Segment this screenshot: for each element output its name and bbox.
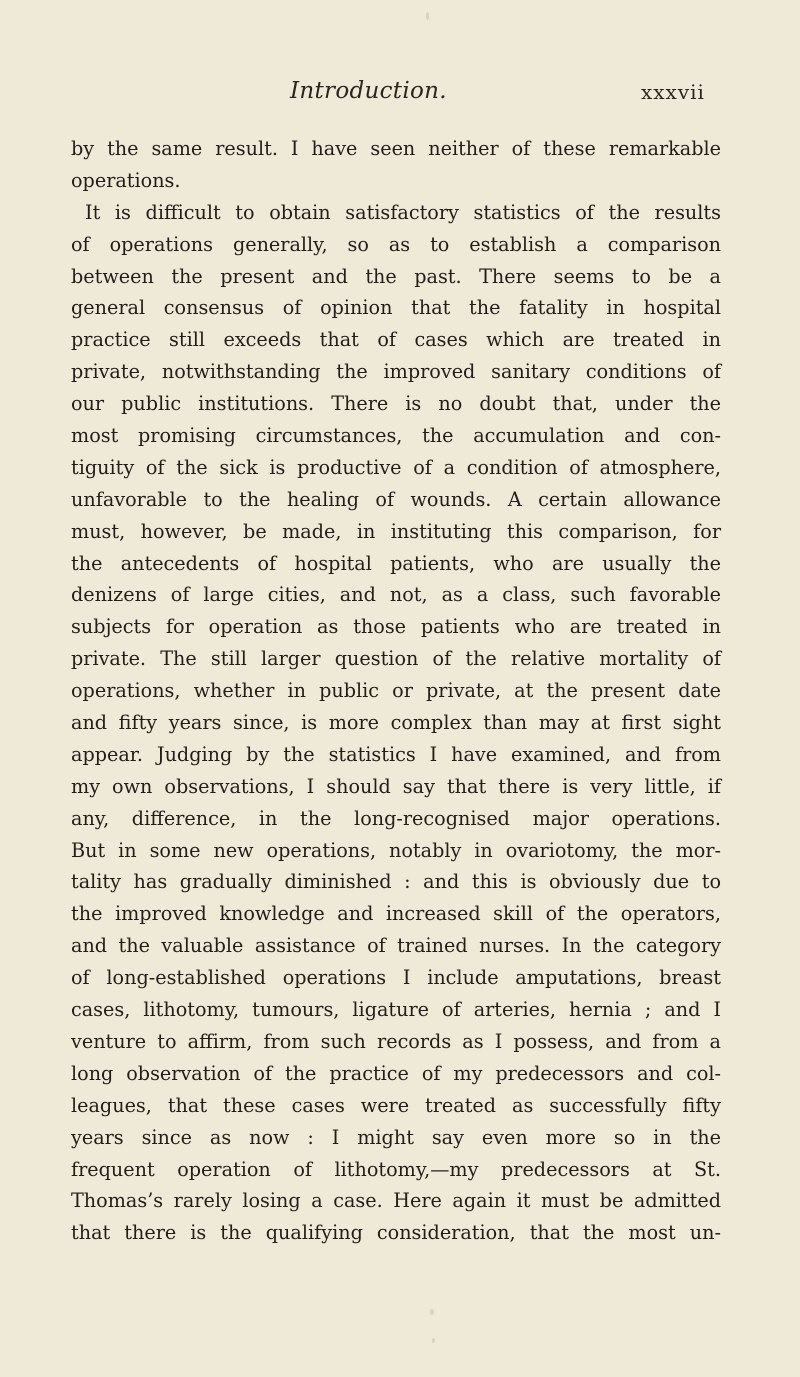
text-line: subjects for operation as those patients who are treated in	[71, 615, 721, 639]
text-line: operations, whether in public or private, at the present date	[71, 679, 721, 703]
text-line: and fifty years since, is more complex than may at first sight	[71, 711, 721, 735]
text-line: denizens of large cities, and not, as a class, such favorable	[71, 583, 721, 607]
text-line: of long-established operations I include amputations, breast	[71, 966, 721, 990]
text-line: that there is the qualifying consideration, that the most un-	[71, 1221, 721, 1245]
text-line: most promising circumstances, the accumulation and con-	[71, 424, 721, 448]
text-line: general consensus of opinion that the fatality in hospital	[71, 296, 721, 320]
text-line: years since as now : I might say even more so in the	[71, 1125, 721, 1149]
text-line: my own observations, I should say that there is very little, if	[71, 774, 721, 798]
paper-speck	[430, 1309, 434, 1315]
text-line: between the present and the past. There seems to be a	[71, 264, 721, 288]
text-line: appear. Judging by the statistics I have examined, and from	[71, 742, 721, 766]
text-line: the improved knowledge and increased skill of the operators,	[71, 902, 721, 926]
text-line: tality has gradually diminished : and this is obviously due to	[71, 870, 721, 894]
text-line: the antecedents of hospital patients, who are usually the	[71, 551, 721, 575]
text-line: operations.	[71, 168, 181, 192]
text-line: practice still exceeds that of cases which are treated in	[71, 328, 721, 352]
body-text	[71, 133, 721, 1249]
text-line: frequent operation of lithotomy,—my predecessors at St.	[71, 1157, 721, 1181]
running-header	[0, 78, 800, 118]
text-line: tiguity of the sick is productive of a condition of atmosphere,	[71, 455, 721, 479]
text-line: It is difficult to obtain satisfactory statistics of the results	[85, 200, 721, 224]
text-line: private. The still larger question of the relative mortality of	[71, 647, 721, 671]
paper-speck	[432, 1338, 435, 1343]
text-line: any, difference, in the long-recognised major operations.	[71, 806, 721, 830]
text-line: by the same result. I have seen neither of these remarkable	[71, 137, 721, 160]
running-title: Introduction.	[290, 78, 447, 104]
text-line: cases, lithotomy, tumours, ligature of arteries, hernia ; and I	[71, 998, 721, 1022]
text-line: Thomas’s rarely losing a case. Here again it must be admitted	[71, 1189, 721, 1213]
text-line: But in some new operations, notably in ovariotomy, the mor-	[71, 838, 721, 862]
text-line: leagues, that these cases were treated as successfully fifty	[71, 1093, 721, 1117]
text-line: unfavorable to the healing of wounds. A certain allowance	[71, 487, 721, 511]
text-line: private, notwithstanding the improved sanitary conditions of	[71, 360, 721, 384]
text-line: our public institutions. There is no doubt that, under the	[71, 392, 721, 416]
page-number: xxxvii	[641, 80, 705, 104]
text-line: venture to affirm, from such records as I possess, and from a	[71, 1029, 721, 1053]
text-line: long observation of the practice of my predecessors and col-	[71, 1061, 721, 1085]
text-line: of operations generally, so as to establish a comparison	[71, 232, 721, 256]
text-line: and the valuable assistance of trained nurses. In the category	[71, 934, 721, 958]
text-line: must, however, be made, in instituting this comparison, for	[71, 519, 721, 543]
paper-speck	[426, 12, 429, 20]
